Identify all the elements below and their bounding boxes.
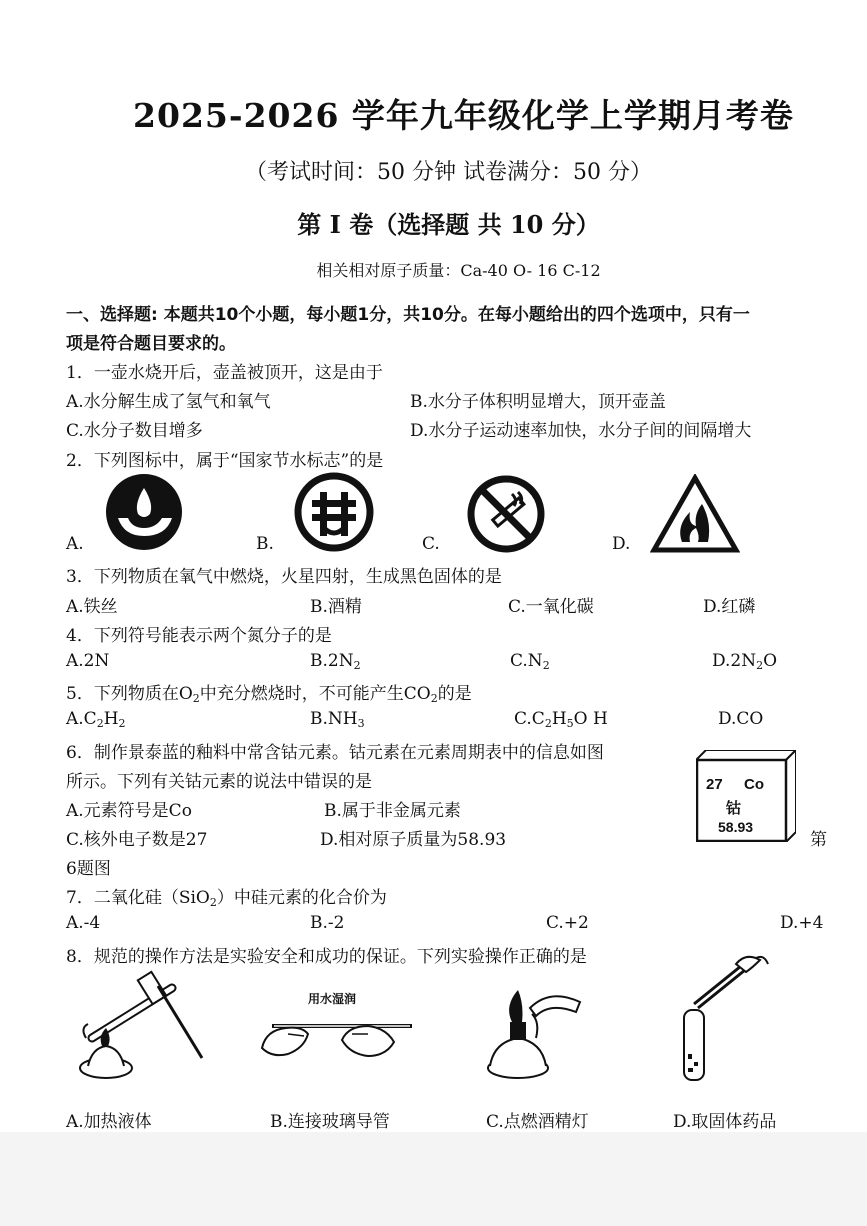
q4-stem: 4．下列符号能表示两个氮分子的是 bbox=[66, 626, 332, 646]
q6-option-a: A.元素符号是Co bbox=[66, 801, 192, 821]
element-name: 钴 bbox=[726, 799, 742, 817]
q4-option-d: $D.2N_2O$ bbox=[712, 651, 778, 672]
q8-option-c: C.点燃酒精灯 bbox=[486, 1112, 589, 1132]
q4-option-b: $B.2N_2$ bbox=[310, 651, 361, 672]
water-drop-icon bbox=[104, 472, 184, 552]
q7-option-a: A.-4 bbox=[66, 913, 101, 933]
q5-option-d: D.CO bbox=[718, 709, 764, 729]
q8-figure-b-label: 用水湿润 bbox=[308, 992, 357, 1006]
q2-option-a: A. bbox=[66, 534, 84, 554]
q6-option-b: B.属于非金属元素 bbox=[324, 801, 461, 821]
lighting-alcohol-lamp-figure bbox=[480, 968, 590, 1083]
page-bottom-margin bbox=[0, 1132, 867, 1226]
q3-stem: 3．下列物质在氧气中燃烧，火星四射，生成黑色固体的是 bbox=[66, 567, 502, 587]
connecting-tube-figure bbox=[252, 1004, 417, 1064]
part-heading-line2: 项是符合题目要求的。 bbox=[66, 334, 236, 354]
q5-stem: 5．下列物质在$O_2$中充分燃烧时，不可能产生$CO_2$的是 bbox=[66, 684, 472, 705]
q6-stem-line2: 所示。下列有关钴元素的说法中错误的是 bbox=[66, 772, 372, 792]
q5-option-c: $C.C_2H_5O$ H bbox=[514, 709, 608, 730]
q8-option-b: B.连接玻璃导管 bbox=[270, 1112, 390, 1132]
heating-liquid-figure bbox=[72, 968, 212, 1083]
q7-option-b: B.-2 bbox=[310, 913, 345, 933]
section-title: 第 I 卷（选择题 共 10 分） bbox=[297, 210, 600, 239]
q5-option-a: $A.C_2H_2$ bbox=[66, 709, 126, 730]
q1-stem: 1．一壶水烧开后，壶盖被顶开，这是由于 bbox=[66, 363, 383, 383]
taking-solid-reagent-figure bbox=[676, 950, 776, 1085]
exam-title: 2025-2026 学年九年级化学上学期月考卷 bbox=[133, 96, 794, 135]
flammable-warning-icon bbox=[650, 474, 740, 554]
q5-option-b: $B.NH_3$ bbox=[310, 709, 365, 730]
q6-option-d: D.相对原子质量为58.93 bbox=[320, 830, 507, 850]
element-symbol: Co bbox=[744, 776, 764, 793]
q6-option-c: C.核外电子数是27 bbox=[66, 830, 208, 850]
q8-option-d: D.取固体药品 bbox=[673, 1112, 777, 1132]
q6-figure-label-part2: 6题图 bbox=[66, 859, 111, 879]
q3-option-c: C.一氧化碳 bbox=[508, 597, 594, 617]
q6-figure-label-part1: 第 bbox=[810, 830, 827, 850]
q1-option-c: C.水分子数目增多 bbox=[66, 421, 203, 441]
q8-stem: 8．规范的操作方法是实验安全和成功的保证。下列实验操作正确的是 bbox=[66, 947, 587, 967]
q4-option-a: A.2N bbox=[66, 651, 110, 671]
q8-option-a: A.加热液体 bbox=[66, 1112, 152, 1132]
exam-subtitle: （考试时间：50 分钟 试卷满分：50 分） bbox=[245, 160, 652, 185]
q1-option-d: D.水分子运动速率加快，水分子间的间隔增大 bbox=[410, 421, 752, 441]
q3-option-d: D.红磷 bbox=[703, 597, 756, 617]
q4-option-c: $C.N_2$ bbox=[510, 651, 550, 672]
q7-stem: 7．二氧化硅（SiO$_2$）中硅元素的化合价为 bbox=[66, 888, 387, 909]
cobalt-element-card bbox=[696, 750, 796, 842]
q6-stem-line1: 6．制作景泰蓝的釉料中常含钴元素。钴元素在元素周期表中的信息如图 bbox=[66, 743, 604, 763]
q3-option-a: A.铁丝 bbox=[66, 597, 118, 617]
q2-option-d: D. bbox=[612, 534, 631, 554]
q1-option-a: A.水分解生成了氢气和氧气 bbox=[66, 392, 271, 412]
part-heading-line1: 一、选择题: 本题共10个小题，每小题1分，共10分。在每小题给出的四个选项中，只有一 bbox=[66, 305, 750, 325]
q7-option-c: C.+2 bbox=[546, 913, 589, 933]
q2-stem: 2．下列图标中，属于“国家节水标志”的是 bbox=[66, 451, 384, 471]
q3-option-b: B.酒精 bbox=[310, 597, 362, 617]
element-mass: 58.93 bbox=[718, 819, 754, 835]
atomic-mass-line: 相关相对原子质量：Ca-40 O- 16 C-12 bbox=[316, 261, 601, 280]
q1-option-b: B.水分子体积明显增大，顶开壶盖 bbox=[410, 392, 666, 412]
q2-option-c: C. bbox=[422, 534, 440, 554]
q7-option-d: D.+4 bbox=[780, 913, 824, 933]
element-number: 27 bbox=[706, 776, 723, 793]
water-saving-emblem-icon bbox=[294, 472, 374, 552]
q2-option-b: B. bbox=[256, 534, 274, 554]
no-smoking-icon bbox=[466, 474, 546, 554]
